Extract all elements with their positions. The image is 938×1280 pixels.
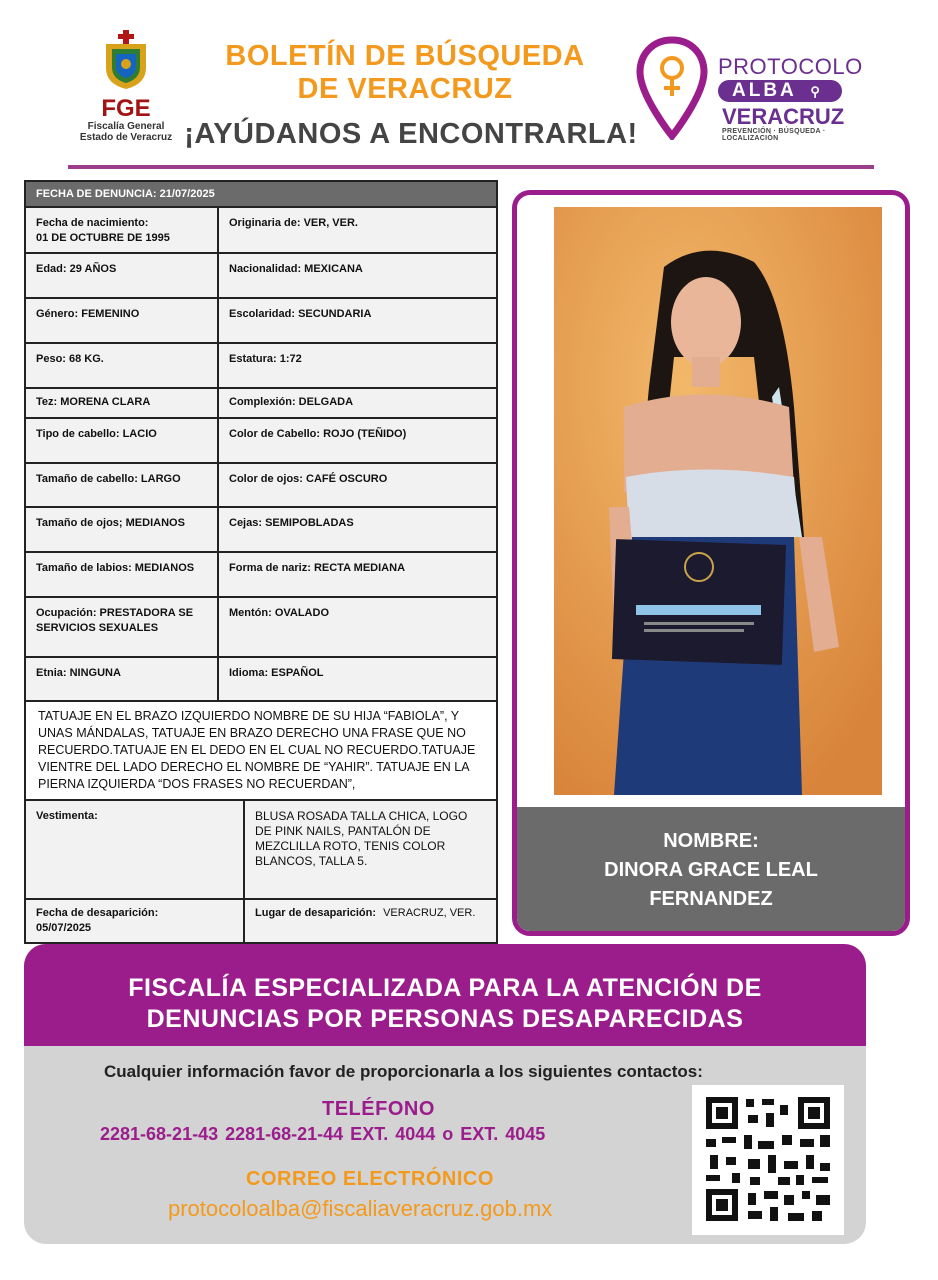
disappearance-place: VERACRUZ, VER. bbox=[383, 907, 476, 919]
table-row bbox=[26, 508, 496, 553]
table-row bbox=[26, 254, 496, 299]
fge-sub1: Fiscalía General bbox=[87, 121, 165, 132]
agency-line2: DENUNCIAS POR PERSONAS DESAPARECIDAS bbox=[146, 1005, 744, 1033]
table-row bbox=[26, 419, 496, 464]
bulletin-title bbox=[190, 40, 620, 106]
name-line2: FERNANDEZ bbox=[649, 888, 773, 910]
alba-line1: PROTOCOLO bbox=[718, 54, 863, 79]
email-label: CORREO ELECTRÓNICO bbox=[246, 1168, 494, 1190]
contact-block bbox=[24, 944, 866, 1244]
name-box bbox=[517, 807, 905, 936]
disappearance-date: Fecha de desaparición: 05/07/2025 bbox=[26, 900, 245, 942]
eye-size: Tamaño de ojos; MEDIANOS bbox=[26, 508, 219, 551]
email-address[interactable]: protocoloalba@fiscaliaveracruz.gob.mx bbox=[168, 1196, 553, 1221]
table-row bbox=[26, 389, 496, 419]
table-row bbox=[26, 464, 496, 508]
weight: Peso: 68 KG. bbox=[26, 344, 219, 387]
fge-logo bbox=[78, 30, 174, 154]
education: Escolaridad: SECUNDARIA bbox=[229, 308, 372, 320]
alba-pill bbox=[718, 80, 842, 102]
contact-info-text: Cualquier información favor de proporcionarla a los siguientes contactos: bbox=[104, 1062, 703, 1081]
table-row bbox=[26, 299, 496, 344]
build: Complexión: DELGADA bbox=[229, 396, 354, 408]
age: Edad: 29 AÑOS bbox=[26, 254, 219, 297]
table-row bbox=[26, 801, 496, 900]
height: Estatura: 1:72 bbox=[229, 353, 302, 365]
photo-panel bbox=[512, 190, 910, 936]
missing-person-photo bbox=[554, 207, 882, 795]
eyebrows: Cejas: SEMIPOBLADAS bbox=[229, 517, 354, 529]
hair-length: Tamaño de cabello: LARGO bbox=[26, 464, 219, 506]
clothing-value: BLUSA ROSADA TALLA CHICA, LOGO DE PINK NAILS, PANTALÓN DE MEZCLILLA ROTO, TENIS COLOR BLANCOS, TALLA 5. bbox=[255, 809, 468, 868]
slogan: ¡AYÚDANOS A ENCONTRARLA! bbox=[184, 118, 638, 150]
gender: Género: FEMENINO bbox=[26, 299, 219, 342]
table-row bbox=[26, 598, 496, 658]
lip-size: Tamaño de labios: MEDIANOS bbox=[26, 553, 219, 596]
disappearance-place-label: Lugar de desaparición: bbox=[255, 907, 377, 919]
title-line1: BOLETÍN DE BÚSQUEDA bbox=[225, 40, 585, 72]
hair-type: Tipo de cabello: LACIO bbox=[26, 419, 219, 462]
table-row bbox=[26, 344, 496, 389]
qr-code-icon[interactable] bbox=[692, 1085, 844, 1235]
ethnicity: Etnia: NINGUNA bbox=[26, 658, 219, 700]
fge-abbr: FGE bbox=[101, 95, 151, 122]
table-row bbox=[26, 208, 496, 254]
nose-shape: Forma de nariz: RECTA MEDIANA bbox=[229, 562, 406, 574]
birth-date: Fecha de nacimiento: 01 DE OCTUBRE DE 1995 bbox=[26, 208, 219, 252]
chin: Mentón: OVALADO bbox=[229, 607, 330, 619]
alba-tagline: PREVENCIÓN · BÚSQUEDA · LOCALIZACIÓN bbox=[722, 128, 826, 142]
protocolo-alba-logo bbox=[636, 36, 866, 146]
location-pin-female-icon bbox=[636, 36, 708, 140]
table-row bbox=[26, 900, 496, 942]
report-date: FECHA DE DENUNCIA: 21/07/2025 bbox=[26, 182, 496, 208]
nationality: Nacionalidad: MEXICANA bbox=[229, 263, 363, 275]
agency-line1: FISCALÍA ESPECIALIZADA PARA LA ATENCIÓN DE bbox=[128, 974, 762, 1002]
table-row bbox=[26, 553, 496, 598]
skin-tone: Tez: MORENA CLARA bbox=[26, 389, 219, 417]
hair-color: Color de Cabello: ROJO (TEÑIDO) bbox=[229, 428, 407, 440]
origin: Originaria de: VER, VER. bbox=[229, 217, 358, 229]
fge-sub2: Estado de Veracruz bbox=[79, 132, 173, 143]
phone-numbers[interactable]: 2281-68-21-43 2281-68-21-44 EXT. 4044 o EXT. 4045 bbox=[100, 1124, 546, 1144]
table-row bbox=[26, 658, 496, 702]
tattoo-description: TATUAJE EN EL BRAZO IZQUIERDO NOMBRE DE SU HIJA “FABIOLA”, Y UNAS MÁNDALAS, TATUAJE EN BRAZO DERECHO UNA FRASE QUE NO RECUERDO.TATUAJE EN EL DEDO EN EL CUAL NO RECUERDO.TATUAJE VIENTRE DEL LADO DERECHO EL NOMBRE DE “YAHIR”. TATUAJE EN LA PIERNA IZQUIERDA “DOS FRASES NO RECUERDAN”, bbox=[26, 702, 496, 801]
name-line1: DINORA GRACE LEAL bbox=[604, 859, 818, 881]
header-divider bbox=[68, 165, 874, 169]
eye-color: Color de ojos: CAFÉ OSCURO bbox=[229, 473, 388, 485]
person-data-table bbox=[24, 180, 498, 944]
alba-line3: VERACRUZ bbox=[722, 104, 845, 129]
occupation: Ocupación: PRESTADORA SE SERVICIOS SEXUALES bbox=[26, 598, 219, 656]
name-label: NOMBRE: bbox=[663, 830, 759, 852]
language: Idioma: ESPAÑOL bbox=[229, 667, 324, 679]
disappearance-place-cell bbox=[245, 900, 496, 942]
phone-label: TELÉFONO bbox=[322, 1098, 435, 1120]
search-icon: ⚲ bbox=[810, 84, 820, 99]
veracruz-coat-of-arms-icon bbox=[101, 30, 151, 90]
clothing-label: Vestimenta: bbox=[26, 801, 245, 898]
alba-line2: ALBA bbox=[732, 80, 797, 101]
agency-band bbox=[24, 944, 866, 1046]
title-line2: DE VERACRUZ bbox=[297, 73, 513, 105]
